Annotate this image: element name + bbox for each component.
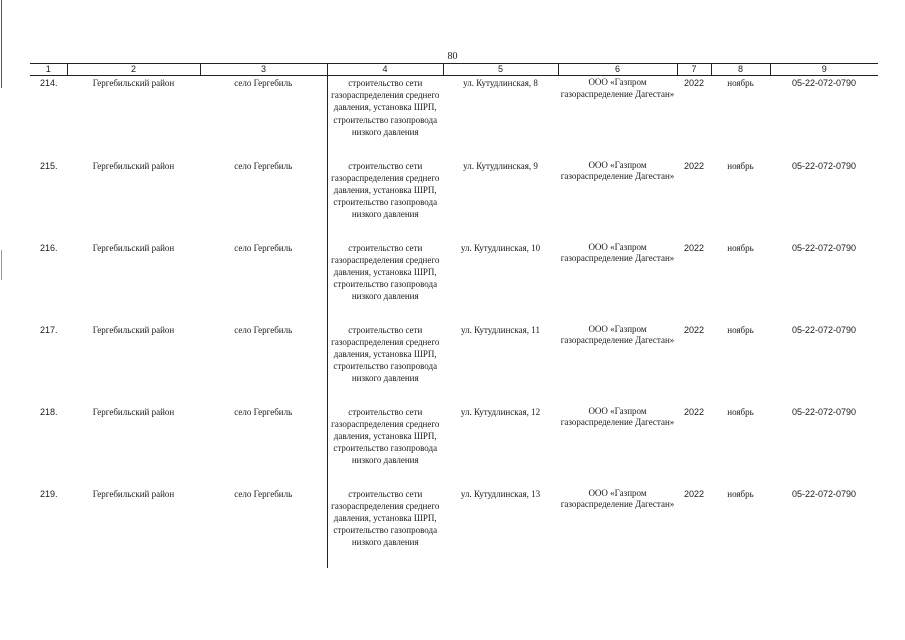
scan-edge-mark — [1, 0, 2, 88]
address-cell: ул. Кутудлинская, 9 — [463, 160, 538, 171]
row-number: 218. — [40, 406, 58, 417]
header-cell: 5 — [443, 64, 558, 76]
settlement-cell: село Гергебиль — [234, 324, 293, 335]
organization-cell: ООО «Газпром газораспределение Дагестан» — [560, 159, 675, 181]
district-cell: Гергебильский район — [92, 324, 175, 335]
address-cell: ул. Кутудлинская, 10 — [460, 242, 541, 253]
settlement-cell: село Гергебиль — [234, 488, 293, 499]
address-cell: ул. Кутудлинская, 12 — [460, 406, 541, 417]
program-code-cell: 05-22-072-0790 — [791, 488, 857, 499]
row-number: 215. — [40, 160, 58, 171]
table-row — [30, 158, 878, 240]
header-cell: 8 — [711, 64, 770, 76]
header-cell: 4 — [327, 64, 443, 76]
program-code-cell: 05-22-072-0790 — [791, 406, 857, 417]
header-cell: 3 — [200, 64, 327, 76]
program-code-cell: 05-22-072-0790 — [791, 324, 857, 335]
district-cell: Гергебильский район — [92, 160, 175, 171]
organization-cell: ООО «Газпром газораспределение Дагестан» — [560, 241, 675, 263]
header-cell: 6 — [558, 64, 677, 76]
settlement-cell: село Гергебиль — [234, 78, 293, 88]
table-row — [30, 486, 878, 568]
program-code-cell: 05-22-072-0790 — [791, 160, 857, 171]
year-cell: 2022 — [683, 160, 705, 171]
work-description-cell: строительство сети газораспределения среднего давления, установка ШРП, строительство газопровода низкого давления — [327, 158, 443, 240]
program-code-cell: 05-22-072-0790 — [791, 78, 857, 88]
organization-cell: ООО «Газпром газораспределение Дагестан» — [560, 405, 675, 427]
address-cell: ул. Кутудлинская, 11 — [461, 324, 540, 335]
year-cell: 2022 — [683, 242, 705, 253]
settlement-cell: село Гергебиль — [234, 242, 293, 253]
settlement-cell: село Гергебиль — [234, 406, 293, 417]
organization-cell: ООО «Газпром газораспределение Дагестан» — [560, 323, 675, 345]
month-cell: ноябрь — [727, 324, 754, 335]
district-cell: Гергебильский район — [92, 78, 175, 88]
header-cell: 2 — [67, 64, 200, 76]
header-cell: 1 — [30, 64, 67, 76]
month-cell: ноябрь — [727, 78, 754, 88]
table-row — [30, 322, 878, 404]
gasification-table — [30, 63, 878, 568]
address-cell: ул. Кутудлинская, 8 — [463, 78, 538, 88]
scan-edge-mark — [1, 250, 2, 280]
work-description-cell: строительство сети газораспределения среднего давления, установка ШРП, строительство газопровода низкого давления — [327, 240, 443, 322]
year-cell: 2022 — [683, 406, 705, 417]
table-row — [30, 76, 878, 158]
organization-cell: ООО «Газпром газораспределение Дагестан» — [560, 487, 675, 509]
district-cell: Гергебильский район — [92, 242, 175, 253]
row-number: 217. — [40, 324, 58, 335]
work-description-cell: строительство сети газораспределения среднего давления, установка ШРП, строительство газопровода низкого давления — [327, 486, 443, 568]
page-number: 80 — [447, 51, 458, 62]
year-cell: 2022 — [683, 324, 705, 335]
year-cell: 2022 — [683, 488, 705, 499]
header-cell: 7 — [677, 64, 711, 76]
row-number: 216. — [40, 242, 58, 253]
header-row — [30, 64, 878, 76]
month-cell: ноябрь — [727, 406, 754, 417]
settlement-cell: село Гергебиль — [234, 160, 293, 171]
address-cell: ул. Кутудлинская, 13 — [460, 488, 541, 499]
month-cell: ноябрь — [727, 160, 754, 171]
header-cell: 9 — [770, 64, 878, 76]
row-number: 214. — [40, 78, 58, 88]
table-row — [30, 404, 878, 486]
month-cell: ноябрь — [727, 242, 754, 253]
year-cell: 2022 — [683, 78, 705, 88]
month-cell: ноябрь — [727, 488, 754, 499]
work-description-cell: строительство сети газораспределения среднего давления, установка ШРП, строительство газопровода низкого давления — [327, 76, 443, 158]
work-description-cell: строительство сети газораспределения среднего давления, установка ШРП, строительство газопровода низкого давления — [327, 322, 443, 404]
program-code-cell: 05-22-072-0790 — [791, 242, 857, 253]
table-row — [30, 240, 878, 322]
district-cell: Гергебильский район — [92, 406, 175, 417]
work-description-cell: строительство сети газораспределения среднего давления, установка ШРП, строительство газопровода низкого давления — [327, 404, 443, 486]
row-number: 219. — [40, 488, 58, 499]
organization-cell: ООО «Газпром газораспределение Дагестан» — [560, 77, 675, 99]
district-cell: Гергебильский район — [92, 488, 175, 499]
